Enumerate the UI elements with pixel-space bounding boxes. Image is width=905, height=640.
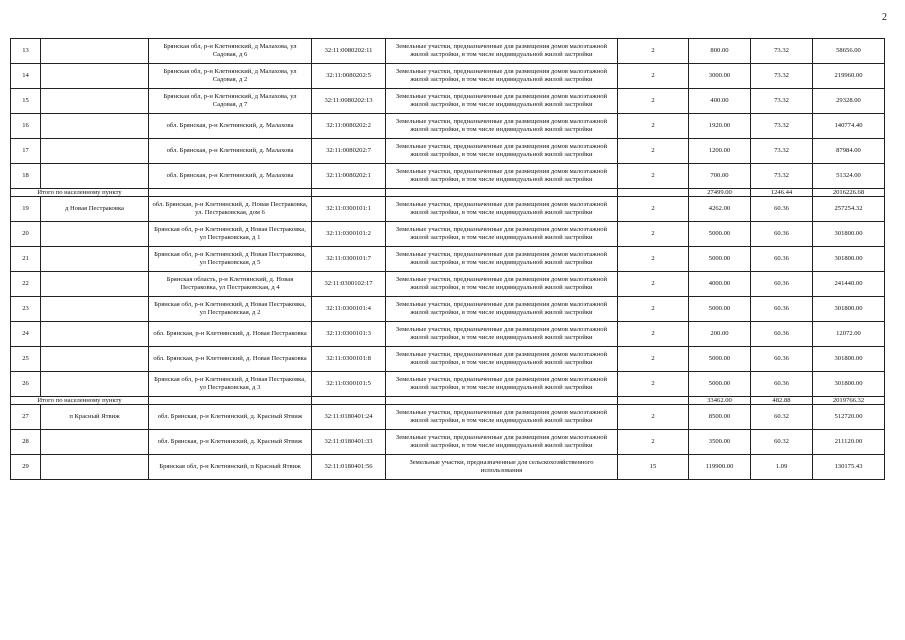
use-group: 2 <box>618 272 689 297</box>
specific-value: 60.36 <box>751 322 813 347</box>
row-number: 16 <box>11 114 41 139</box>
specific-value: 60.32 <box>751 430 813 455</box>
settlement-name <box>41 372 149 397</box>
address-cell: Брянская обл, р-н Клетнянский, д Новая Пестраковка, ул Пестраковская, д 2 <box>149 297 312 322</box>
address-cell: Брянская обл, р-н Клетнянский, д Малахова, ул Садовая, д 6 <box>149 39 312 64</box>
use-group: 2 <box>618 347 689 372</box>
table-row <box>11 405 885 430</box>
specific-value: 1.09 <box>751 455 813 480</box>
total-cadastral-value: 2016226.68 <box>813 189 885 197</box>
area-value: 5000.00 <box>689 297 751 322</box>
area-value: 1920.00 <box>689 114 751 139</box>
land-use-type: Земельные участки, предназначенные для размещения домов малоэтажной жилой застройки, в том числе индивидуальной жилой застройки <box>386 89 618 114</box>
table-row <box>11 39 885 64</box>
area-value: 119900.00 <box>689 455 751 480</box>
address-cell: Брянская обл, р-н Клетнянский, д Новая Пестраковка, ул Пестраковская, д 3 <box>149 372 312 397</box>
settlement-name <box>41 39 149 64</box>
use-group: 15 <box>618 455 689 480</box>
area-value: 4262.00 <box>689 197 751 222</box>
address-cell: обл. Брянская, р-н Клетнянский, д. Новая Пестраковка <box>149 347 312 372</box>
total-blank-cadastral <box>312 189 386 197</box>
cadastral-value: 301800.00 <box>813 247 885 272</box>
use-group: 2 <box>618 114 689 139</box>
total-cadastral-value: 2019766.32 <box>813 397 885 405</box>
land-use-type: Земельные участки, предназначенные для размещения домов малоэтажной жилой застройки, в том числе индивидуальной жилой застройки <box>386 64 618 89</box>
table-row <box>11 164 885 189</box>
land-use-type: Земельные участки, предназначенные для размещения домов малоэтажной жилой застройки, в том числе индивидуальной жилой застройки <box>386 139 618 164</box>
table-row <box>11 272 885 297</box>
settlement-name: д Новая Пестраковка <box>41 197 149 222</box>
use-group: 2 <box>618 322 689 347</box>
cadastral-value: 140774.40 <box>813 114 885 139</box>
total-blank-address <box>149 397 312 405</box>
settlement-name <box>41 114 149 139</box>
row-number: 22 <box>11 272 41 297</box>
settlement-total-row <box>11 397 885 405</box>
settlement-name <box>41 297 149 322</box>
specific-value: 60.36 <box>751 297 813 322</box>
row-number: 17 <box>11 139 41 164</box>
row-number: 13 <box>11 39 41 64</box>
specific-value: 60.32 <box>751 405 813 430</box>
total-blank-cadastral <box>312 397 386 405</box>
specific-value: 73.32 <box>751 64 813 89</box>
total-specific-value: 482.88 <box>751 397 813 405</box>
total-label: Итого по населенному пункту <box>11 397 149 405</box>
table-row <box>11 222 885 247</box>
specific-value: 73.32 <box>751 39 813 64</box>
cadastral-number: 32:11:0300101:5 <box>312 372 386 397</box>
total-label: Итого по населенному пункту <box>11 189 149 197</box>
cadastral-number: 32:11:0080202:11 <box>312 39 386 64</box>
use-group: 2 <box>618 372 689 397</box>
area-value: 1200.00 <box>689 139 751 164</box>
land-use-type: Земельные участки, предназначенные для размещения домов малоэтажной жилой застройки, в том числе индивидуальной жилой застройки <box>386 39 618 64</box>
specific-value: 60.36 <box>751 222 813 247</box>
land-use-type: Земельные участки, предназначенные для сельскохозяйственного использования <box>386 455 618 480</box>
specific-value: 60.36 <box>751 197 813 222</box>
specific-value: 73.32 <box>751 139 813 164</box>
land-use-type: Земельные участки, предназначенные для размещения домов малоэтажной жилой застройки, в том числе индивидуальной жилой застройки <box>386 222 618 247</box>
table-row <box>11 247 885 272</box>
cadastral-number: 32:11:0080202:13 <box>312 89 386 114</box>
settlement-name <box>41 139 149 164</box>
cadastral-number: 32:11:0180401:33 <box>312 430 386 455</box>
specific-value: 60.36 <box>751 247 813 272</box>
row-number: 15 <box>11 89 41 114</box>
cadastral-value: 12072.00 <box>813 322 885 347</box>
use-group: 2 <box>618 430 689 455</box>
cadastral-value: 211120.00 <box>813 430 885 455</box>
specific-value: 60.36 <box>751 347 813 372</box>
address-cell: обл. Брянская, р-н Клетнянский, д. Красный Ятвиж <box>149 405 312 430</box>
area-value: 5000.00 <box>689 372 751 397</box>
total-blank-group <box>618 189 689 197</box>
settlement-name <box>41 222 149 247</box>
use-group: 2 <box>618 164 689 189</box>
use-group: 2 <box>618 297 689 322</box>
use-group: 2 <box>618 247 689 272</box>
land-use-type: Земельные участки, предназначенные для размещения домов малоэтажной жилой застройки, в том числе индивидуальной жилой застройки <box>386 297 618 322</box>
address-cell: Брянская обл, р-н Клетнянский, д Малахова, ул Садовая, д 7 <box>149 89 312 114</box>
cadastral-number: 32:11:0080202:5 <box>312 64 386 89</box>
table-row <box>11 430 885 455</box>
settlement-name <box>41 64 149 89</box>
table-body <box>11 39 885 480</box>
land-use-type: Земельные участки, предназначенные для размещения домов малоэтажной жилой застройки, в том числе индивидуальной жилой застройки <box>386 164 618 189</box>
settlement-name <box>41 430 149 455</box>
land-use-type: Земельные участки, предназначенные для размещения домов малоэтажной жилой застройки, в том числе индивидуальной жилой застройки <box>386 347 618 372</box>
row-number: 25 <box>11 347 41 372</box>
table-row <box>11 455 885 480</box>
address-cell: обл. Брянская, р-н Клетнянский, д. Новая Пестраковка <box>149 322 312 347</box>
area-value: 5000.00 <box>689 347 751 372</box>
address-cell: обл. Брянская, р-н Клетнянский, д. Малахова <box>149 164 312 189</box>
settlement-total-row <box>11 189 885 197</box>
cadastral-value: 87984.00 <box>813 139 885 164</box>
row-number: 20 <box>11 222 41 247</box>
cadastral-number: 32:11:0300101:7 <box>312 247 386 272</box>
table-row <box>11 297 885 322</box>
cadastral-number: 32:11:0180401:24 <box>312 405 386 430</box>
settlement-name <box>41 322 149 347</box>
table-row <box>11 64 885 89</box>
address-cell: Брянская обл, р-н Клетнянский, п Красный Ятвиж <box>149 455 312 480</box>
cadastral-value: 512720.00 <box>813 405 885 430</box>
table-row <box>11 347 885 372</box>
cadastral-number: 32:11:0300102:17 <box>312 272 386 297</box>
table-row <box>11 322 885 347</box>
row-number: 26 <box>11 372 41 397</box>
area-value: 700.00 <box>689 164 751 189</box>
cadastral-value: 301800.00 <box>813 372 885 397</box>
area-value: 3500.00 <box>689 430 751 455</box>
row-number: 29 <box>11 455 41 480</box>
settlement-name <box>41 247 149 272</box>
total-blank-use <box>386 397 618 405</box>
cadastral-value: 130175.43 <box>813 455 885 480</box>
land-use-type: Земельные участки, предназначенные для размещения домов малоэтажной жилой застройки, в том числе индивидуальной жилой застройки <box>386 405 618 430</box>
specific-value: 73.32 <box>751 114 813 139</box>
cadastral-number: 32:11:0300101:1 <box>312 197 386 222</box>
settlement-name <box>41 89 149 114</box>
total-blank-use <box>386 189 618 197</box>
total-blank-address <box>149 189 312 197</box>
specific-value: 60.36 <box>751 372 813 397</box>
cadastral-number: 32:11:0080202:1 <box>312 164 386 189</box>
total-specific-value: 1246.44 <box>751 189 813 197</box>
page-number: 2 <box>882 12 887 23</box>
row-number: 27 <box>11 405 41 430</box>
land-use-type: Земельные участки, предназначенные для размещения домов малоэтажной жилой застройки, в том числе индивидуальной жилой застройки <box>386 114 618 139</box>
use-group: 2 <box>618 64 689 89</box>
total-blank-group <box>618 397 689 405</box>
cadastral-value: 257254.32 <box>813 197 885 222</box>
area-value: 5000.00 <box>689 222 751 247</box>
land-use-type: Земельные участки, предназначенные для размещения домов малоэтажной жилой застройки, в том числе индивидуальной жилой застройки <box>386 322 618 347</box>
table-row <box>11 197 885 222</box>
specific-value: 60.36 <box>751 272 813 297</box>
row-number: 19 <box>11 197 41 222</box>
table-row <box>11 114 885 139</box>
land-use-type: Земельные участки, предназначенные для размещения домов малоэтажной жилой застройки, в том числе индивидуальной жилой застройки <box>386 272 618 297</box>
address-cell: обл. Брянская, р-н Клетнянский, д. Малахова <box>149 139 312 164</box>
use-group: 2 <box>618 139 689 164</box>
cadastral-value: 301800.00 <box>813 347 885 372</box>
use-group: 2 <box>618 222 689 247</box>
address-cell: Брянская область, р-н Клетнянский, д. Новая Пестраковка, ул Пестраковская, д 4 <box>149 272 312 297</box>
use-group: 2 <box>618 405 689 430</box>
area-value: 5000.00 <box>689 247 751 272</box>
row-number: 24 <box>11 322 41 347</box>
row-number: 21 <box>11 247 41 272</box>
address-cell: Брянская обл, р-н Клетнянский, д Новая Пестраковка, ул Пестраковская, д 5 <box>149 247 312 272</box>
cadastral-value: 301800.00 <box>813 222 885 247</box>
cadastral-number: 32:11:0180401:56 <box>312 455 386 480</box>
row-number: 14 <box>11 64 41 89</box>
cadastral-number: 32:11:0080202:7 <box>312 139 386 164</box>
cadastral-value: 29328.00 <box>813 89 885 114</box>
specific-value: 73.32 <box>751 89 813 114</box>
cadastral-value: 219960.00 <box>813 64 885 89</box>
settlement-name <box>41 164 149 189</box>
address-cell: Брянская обл, р-н Клетнянский, д Новая Пестраковка, ул Пестраковская, д 1 <box>149 222 312 247</box>
settlement-name <box>41 347 149 372</box>
cadastral-value: 241440.00 <box>813 272 885 297</box>
cadastral-number: 32:11:0300101:4 <box>312 297 386 322</box>
area-value: 3000.00 <box>689 64 751 89</box>
cadastral-value: 58656.00 <box>813 39 885 64</box>
use-group: 2 <box>618 39 689 64</box>
cadastral-number: 32:11:0300101:8 <box>312 347 386 372</box>
settlement-name: п Красный Ятвиж <box>41 405 149 430</box>
address-cell: обл. Брянская, р-н Клетнянский, д. Малахова <box>149 114 312 139</box>
cadastral-number: 32:11:0080202:2 <box>312 114 386 139</box>
use-group: 2 <box>618 197 689 222</box>
row-number: 18 <box>11 164 41 189</box>
settlement-name <box>41 272 149 297</box>
table-row <box>11 139 885 164</box>
cadastral-value: 301800.00 <box>813 297 885 322</box>
address-cell: обл. Брянская, р-н Клетнянский, д. Новая Пестраковка, ул. Пестраковская, дом 6 <box>149 197 312 222</box>
area-value: 4000.00 <box>689 272 751 297</box>
table-row <box>11 372 885 397</box>
area-value: 200.00 <box>689 322 751 347</box>
land-use-type: Земельные участки, предназначенные для размещения домов малоэтажной жилой застройки, в том числе индивидуальной жилой застройки <box>386 247 618 272</box>
address-cell: обл. Брянская, р-н Клетнянский, д. Красный Ятвиж <box>149 430 312 455</box>
land-use-type: Земельные участки, предназначенные для размещения домов малоэтажной жилой застройки, в том числе индивидуальной жилой застройки <box>386 197 618 222</box>
land-use-type: Земельные участки, предназначенные для размещения домов малоэтажной жилой застройки, в том числе индивидуальной жилой застройки <box>386 372 618 397</box>
specific-value: 73.32 <box>751 164 813 189</box>
total-area: 27499.00 <box>689 189 751 197</box>
address-cell: Брянская обл, р-н Клетнянский, д Малахова, ул Садовая, д 2 <box>149 64 312 89</box>
table-row <box>11 89 885 114</box>
cadastral-number: 32:11:0300101:3 <box>312 322 386 347</box>
cadastral-number: 32:11:0300101:2 <box>312 222 386 247</box>
area-value: 8500.00 <box>689 405 751 430</box>
use-group: 2 <box>618 89 689 114</box>
cadastral-value: 51324.00 <box>813 164 885 189</box>
settlement-name <box>41 455 149 480</box>
area-value: 800.00 <box>689 39 751 64</box>
row-number: 28 <box>11 430 41 455</box>
row-number: 23 <box>11 297 41 322</box>
cadastral-value-table <box>10 38 885 480</box>
total-area: 33462.00 <box>689 397 751 405</box>
area-value: 400.00 <box>689 89 751 114</box>
land-use-type: Земельные участки, предназначенные для размещения домов малоэтажной жилой застройки, в том числе индивидуальной жилой застройки <box>386 430 618 455</box>
